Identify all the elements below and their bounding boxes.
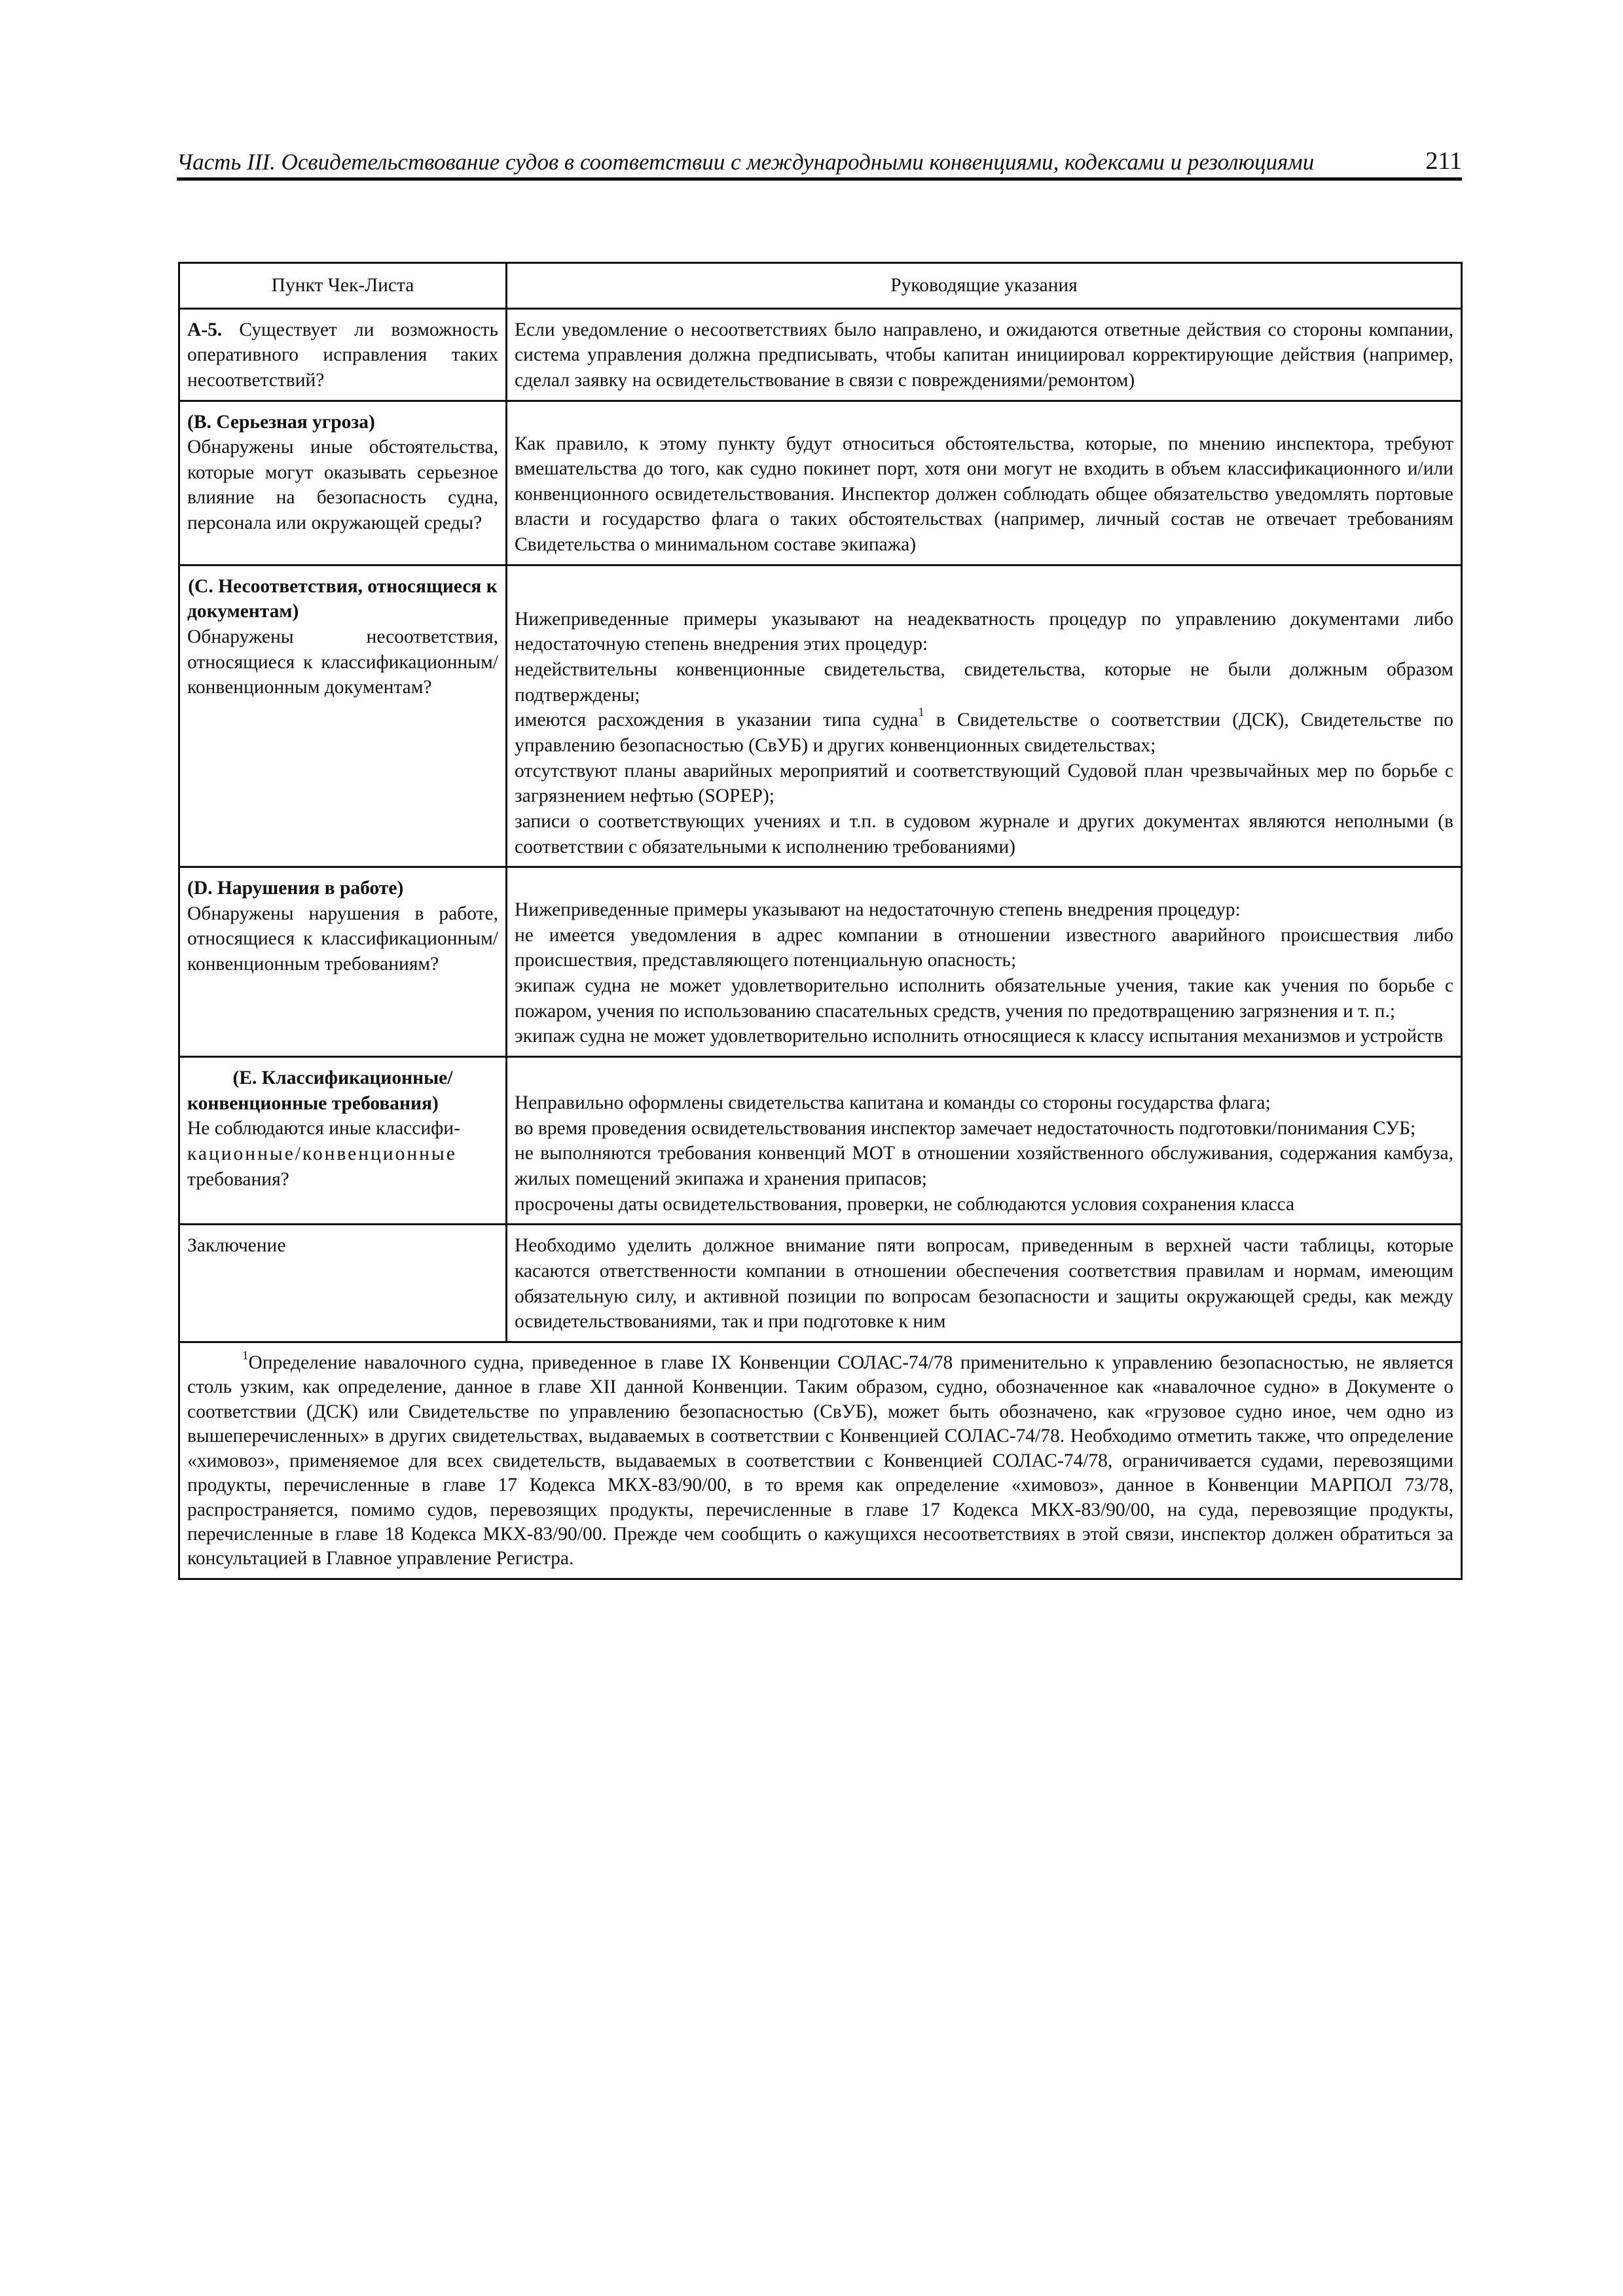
item-question: Существует ли возможность оперативного исправления таких несоответствий? bbox=[187, 319, 498, 391]
guidance-line: отсутствуют планы аварийных мероприятий и соответствующий Судовой план чрезвычайных мер по борьбе с загрязнением нефтью (SOPEP); bbox=[515, 760, 1453, 807]
guidance-text: Необходимо уделить должное внимание пяти вопросам, приведенным в верхней части таблицы, которые касаются ответственности компании в отношении обеспечения соответствия правилам и нормам, имеющим обязательную силу, и активной позиции по вопросам безопасности и защиты окружающей среды, как между освидетельствованиями, так и при подготовке к ним bbox=[515, 1235, 1453, 1333]
guidance-line: экипаж судна не может удовлетворительно исполнить относящиеся к классу испытания механизмов и устройств bbox=[515, 1026, 1444, 1047]
footnote-ref: 1 bbox=[918, 706, 924, 720]
checklist-item-cell bbox=[179, 565, 507, 867]
table-row bbox=[179, 565, 1462, 867]
guidance-cell bbox=[507, 401, 1462, 565]
page-number: 211 bbox=[1425, 147, 1462, 175]
checklist-item-cell bbox=[179, 867, 507, 1057]
footnote-text: $^1$Определение навалочного судна, приведенное в главе IX Конвенции СОЛАС-74/78 применительно к управлению безопасностью, не является столь узким, как определение, данное в главе XII данной Конвенции. Таким образом, судно, обозначенное как «навалочное судно» в Документе о соответствии (ДСК) или Свидетельстве по управлению безопасностью (СвУБ), может быть обозначено, как «грузовое судно иное, чем одно из вышеперечисленных» в других свидетельствах, выдаваемых в соответствии с Конвенцией СОЛАС-74/78. Необходимо отметить также, что определение «химовоз», применяемое для всех свидетельств, выдаваемых в соответствии с Конвенцией СОЛАС-74/78, ограничивается судами, перевозящими продукты, перечисленные в главе 17 Кодекса МКХ-83/90/00, в то время как определение «химовоз», данное в Конвенции МАРПОЛ 73/78, распространяется, помимо судов, перевозящих продукты, перечисленные в главе 17 Кодекса МКХ-83/90/00, на суда, перевозящие продукты, перечисленные в главе 18 Кодекса МКХ-83/90/00. Прежде чем сообщить о кажущихся несоответствиях в этой связи, инспектор должен обратиться за консультацией в Главное управление Регистра. bbox=[187, 1348, 1453, 1570]
guidance-cell bbox=[507, 565, 1462, 867]
guidance-line: не выполняются требования конвенций МОТ в отношении хозяйственного обслуживания, содержания камбуза, жилых помещений экипажа и хранения припасов; bbox=[515, 1143, 1453, 1189]
footnote-row bbox=[179, 1342, 1462, 1579]
item-question-line: Не соблюдаются иные классифи- bbox=[187, 1118, 460, 1139]
checklist-item-cell bbox=[179, 308, 507, 401]
page-header bbox=[177, 145, 1462, 181]
guidance-line: во время проведения освидетельствования инспектор замечает недостаточность подготовки/понимания СУБ; bbox=[515, 1117, 1416, 1139]
guidance-cell bbox=[507, 1057, 1462, 1225]
guidance-line: Нижеприведенные примеры указывают на неадекватность процедур по управлению документами либо недостаточную степень внедрения этих процедур: bbox=[515, 608, 1453, 655]
guidance-cell bbox=[507, 308, 1462, 401]
table-row bbox=[179, 1225, 1462, 1342]
item-heading: (Е. Классификационные/ конвенционные требования) bbox=[187, 1067, 453, 1114]
checklist-item-cell bbox=[179, 1057, 507, 1225]
footnote-cell bbox=[179, 1342, 1462, 1579]
item-question-line: требования? bbox=[187, 1168, 289, 1190]
guidance-cell bbox=[507, 867, 1462, 1057]
running-title: Часть III. Освидетельствование судов в соответствии с международными конвенциями, кодексами и резолюциями bbox=[177, 149, 1315, 175]
guidance-line: не имеется уведомления в адрес компании в отношении известного аварийного происшествия либо происшествия, представляющего потенциальную опасность; bbox=[515, 924, 1453, 971]
item-question: Заключение bbox=[187, 1235, 286, 1257]
guidance-line: имеются расхождения в указании типа судна$^1$ в Свидетельстве о соответствии (ДСК), Свидетельстве по управлению безопасностью (СвУБ) и других конвенционных свидетельствах; bbox=[515, 706, 1453, 756]
item-question: Обнаружены несоответствия, относящиеся к классификационным/конвенционным документам? bbox=[187, 626, 498, 698]
header-rule bbox=[177, 177, 1462, 181]
guidance-line: записи о соответствующих учениях и т.п. в судовом журнале и других документах являются неполными (в соответствии с обязательными к исполнению требованиями) bbox=[515, 810, 1453, 857]
col-header-guidance: Руководящие указания bbox=[507, 263, 1462, 309]
col-header-checklist-item: Пункт Чек-Листа bbox=[179, 263, 507, 309]
item-heading: (С. Несоответствия, относящиеся к документам) bbox=[187, 575, 498, 622]
item-question: Обнаружены нарушения в работе, относящиеся к классификационным/конвенционным требованиям? bbox=[187, 903, 498, 975]
footnote-mark: 1 bbox=[242, 1348, 249, 1363]
item-code: А-5. bbox=[187, 319, 223, 340]
guidance-cell bbox=[507, 1225, 1462, 1342]
item-question: Обнаружены иные обстоятельства, которые могут оказывать серьезное влияние на безопасность судна, персонала или окружающей среды? bbox=[187, 437, 498, 534]
guidance-line: недействительны конвенционные свидетельства, свидетельства, которые не были должным образом подтверждены; bbox=[515, 659, 1453, 706]
guidance-text: Как правило, к этому пункту будут относиться обстоятельства, которые, по мнению инспектора, требуют вмешательства до того, как судно покинет порт, хотя они могут не входить в объем классификационного и/или конвенционного освидетельствования. Инспектор должен соблюдать общее обязательство уведомлять портовые власти и государство флага о таких обстоятельствах (например, личный состав не отвечает требованиям Свидетельства о минимальном составе экипажа) bbox=[515, 433, 1453, 556]
guidance-text: Если уведомление о несоответствиях было направлено, и ожидаются ответные действия со стороны компании, система управления должна предписывать, чтобы капитан инициировал корректирующие действия (например, сделал заявку на освидетельствование в связи с повреждениями/ремонтом) bbox=[515, 319, 1453, 391]
guidance-line: просрочены даты освидетельствования, проверки, не соблюдаются условия сохранения класса bbox=[515, 1193, 1295, 1215]
checklist-item-cell bbox=[179, 401, 507, 565]
item-heading: (В. Серьезная угроза) bbox=[187, 411, 375, 433]
item-question-line: кационные/конвенционные bbox=[187, 1143, 457, 1164]
table-header-row bbox=[179, 263, 1462, 309]
checklist-item-cell bbox=[179, 1225, 507, 1342]
guidance-line: Неправильно оформлены свидетельства капитана и команды со стороны государства флага; bbox=[515, 1092, 1271, 1114]
guidance-line: Нижеприведенные примеры указывают на недостаточную степень внедрения процедур: bbox=[515, 899, 1241, 921]
table-row bbox=[179, 401, 1462, 565]
guidance-line: экипаж судна не может удовлетворительно исполнить обязательные учения, такие как учения по борьбе с пожаром, учения по использованию спасательных средств, учения по предотвращению загрязнения и т. п.; bbox=[515, 975, 1453, 1022]
table-row bbox=[179, 1057, 1462, 1225]
table-row bbox=[179, 308, 1462, 401]
item-heading: (D. Нарушения в работе) bbox=[187, 878, 404, 899]
checklist-table bbox=[178, 262, 1463, 1580]
table-row bbox=[179, 867, 1462, 1057]
